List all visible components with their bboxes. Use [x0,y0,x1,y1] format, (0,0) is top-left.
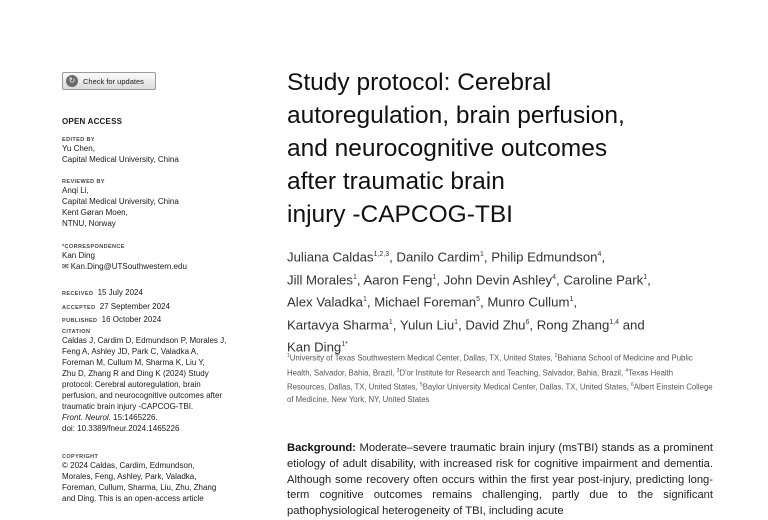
affiliation-text: D'or Institute for Research and Teaching, Salvador, Bahia, Brazil, [399,368,626,378]
editor-name: Yu Chen, [62,144,95,153]
author-separator: and [619,317,645,333]
title-line: and neurocognitive outcomes [287,135,608,162]
affiliation-text: Albert Einstein College of Medicine, New York, NY, United States [287,382,713,404]
published-row [62,314,170,328]
correspondence-name: Kan Ding [62,251,95,260]
author-separator: , [529,317,537,333]
author-affiliation-marker: 1 [479,251,484,258]
citation-line: perfusion, and neurocognitive outcomes after [62,391,223,400]
editor-affiliation: Capital Medical University, China [62,155,179,164]
affiliation-marker: 3 [396,367,400,374]
citation-line: Feng A, Ashley JD, Park C, Valadka A, [62,347,199,356]
author-separator: , [647,271,651,287]
reviewer-line: Anqi Li, [62,186,89,195]
accepted-date: 27 September 2024 [99,301,170,311]
author-separator: , [480,294,488,310]
published-label: PUBLISHED [62,318,98,324]
author-separator: , [601,249,606,265]
citation-line: Zhu D, Zhang R and Ding K (2024) Study [62,369,209,378]
correspondence-email-link[interactable]: Kan.Ding@UTSouthwestern.edu [70,262,187,271]
author-separator: , [556,271,564,287]
copyright-line: Morales, Feng, Ashley, Park, Valadka, [62,472,197,481]
affiliation-text: Bahiana School of Medicine and Public Health, Salvador, Bahia, Brazil, [287,353,693,378]
author-name[interactable]: Aaron Feng [363,271,433,287]
title-line: autoregulation, brain perfusion, [287,102,625,129]
refresh-icon: ↻ [66,75,78,87]
abstract-label: Background: [287,442,356,454]
affiliation-marker: 5 [419,382,423,389]
author-separator: , [392,317,400,333]
author-affiliation-marker: 1 [352,273,357,281]
correspondence-heading: *CORRESPONDENCE [62,244,125,250]
author-affiliation-marker: 1 [643,273,648,281]
abstract-text: Moderate–severe traumatic brain injury (msTBI) stands as a prominent etiology of adult disability, with increased risk for cognitive impairment and dementia. Although some recovery often occurs within the first year post-injury, predicting long-term cognitive outcomes remains challenging, partly due to the significant pathophysiological heterogeneity of TBI, including acute [287,442,713,518]
reviewed-by-heading: REVIEWED BY [62,179,105,185]
mail-icon: ✉ [62,262,69,271]
affiliation-text: Texas Health Resources, Dallas, TX, United States, [287,368,674,392]
citation-line: Caldas J, Cardim D, Edmundson P, Morales J, [62,336,227,345]
abstract [287,441,713,520]
author-separator: , [366,294,375,310]
copyright-line: Foreman, Cullum, Sharma, Liu, Zhu, Zhang [62,483,217,492]
author-list [287,245,713,358]
citation-journal: Front. Neurol. [62,413,111,422]
received-label: RECEIVED [62,291,94,297]
received-date: 15 July 2024 [97,288,143,297]
author-separator: , [436,271,444,287]
correspondence-section [62,244,262,272]
copyright-line: and Ding. This is an open-access article [62,494,204,503]
citation-heading: CITATION [62,329,91,335]
author-name[interactable]: John Devin Ashley [443,271,553,287]
author-name[interactable]: Rong Zhang [536,317,610,333]
citation-line: traumatic brain injury -CAPCOG-TBI. [62,402,194,411]
affiliation-marker: 2 [554,353,558,359]
author-affiliation-marker: 6 [525,318,530,326]
affiliation-marker: 1 [287,353,290,359]
author-name[interactable]: Kartavya Sharma [287,317,389,333]
author-name[interactable]: Alex Valadka [287,294,363,310]
author-name[interactable]: Philip Edmundson [491,249,598,265]
accepted-label: ACCEPTED [62,304,96,311]
published-date: 16 October 2024 [101,315,162,324]
author-name[interactable]: Jill Morales [287,271,353,287]
affiliations [287,350,713,406]
author-affiliation-marker: 4 [552,273,557,281]
author-separator: , [458,317,466,333]
author-affiliation-marker: 1* [341,341,348,349]
copyright-section [62,454,262,504]
author-name[interactable]: Munro Cullum [487,294,570,310]
title-line: Study protocol: Cerebral [287,69,552,96]
reviewer-line: NTNU, Norway [62,219,116,228]
citation-line: Foreman M, Cullum M, Sharma K, Liu Y, [62,358,205,367]
affiliation-marker: 4 [625,367,629,374]
edited-by-section [62,137,262,165]
reviewer-line: Capital Medical University, China [62,197,179,206]
citation-line: protocol: Cerebral autoregulation, brain [62,380,201,389]
author-affiliation-marker: 5 [476,296,481,304]
check-for-updates-label: Check for updates [83,76,144,86]
author-affiliation-marker: 1 [388,318,393,326]
accepted-row [62,301,170,315]
copyright-heading: COPYRIGHT [62,454,99,460]
citation-section [62,329,262,434]
author-affiliation-marker: 1,2,3 [373,251,390,258]
author-affiliation-marker: 1 [454,318,459,326]
author-separator: , [483,249,492,265]
author-name[interactable]: David Zhu [465,317,526,333]
author-separator: , [356,271,364,287]
reviewed-by-section [62,179,262,229]
author-name[interactable]: Juliana Caldas [287,249,374,265]
title-line: after traumatic brain [287,168,505,195]
reviewer-line: Kent Gøran Moen, [62,208,128,217]
open-access-label: OPEN ACCESS [62,117,123,126]
dates-section [62,287,170,328]
article-title [287,66,713,231]
title-line: injury -CAPCOG-TBI [287,201,513,228]
author-affiliation-marker: 1 [363,296,367,304]
affiliation-text: Baylor University Medical Center, Dallas, TX, United States, [422,382,631,392]
check-for-updates-button[interactable] [62,72,156,90]
author-name[interactable]: Michael Foreman [374,294,477,310]
citation-journal-row [62,412,262,423]
author-affiliation-marker: 4 [597,251,602,258]
copyright-line: © 2024 Caldas, Cardim, Edmundson, [62,461,195,470]
author-affiliation-marker: 1 [569,296,574,304]
author-name[interactable]: Caroline Park [563,271,644,287]
author-name[interactable]: Danilo Cardim [396,249,480,265]
author-separator: , [573,294,578,310]
edited-by-heading: EDITED BY [62,137,95,143]
author-affiliation-marker: 1,4 [609,318,620,326]
author-name[interactable]: Yulun Liu [399,317,455,333]
citation-doi[interactable]: doi: 10.3389/fneur.2024.1465226 [62,424,180,433]
affiliation-text: University of Texas Southwestern Medical Center, Dallas, TX, United States, [289,353,555,363]
author-name[interactable]: Kan Ding [287,339,342,355]
received-row [62,287,170,301]
author-separator: , [389,249,397,265]
author-affiliation-marker: 1 [432,273,437,281]
citation-volume: 15:1465226. [110,413,158,422]
correspondence-email-row [62,261,262,272]
affiliation-marker: 6 [630,382,634,389]
